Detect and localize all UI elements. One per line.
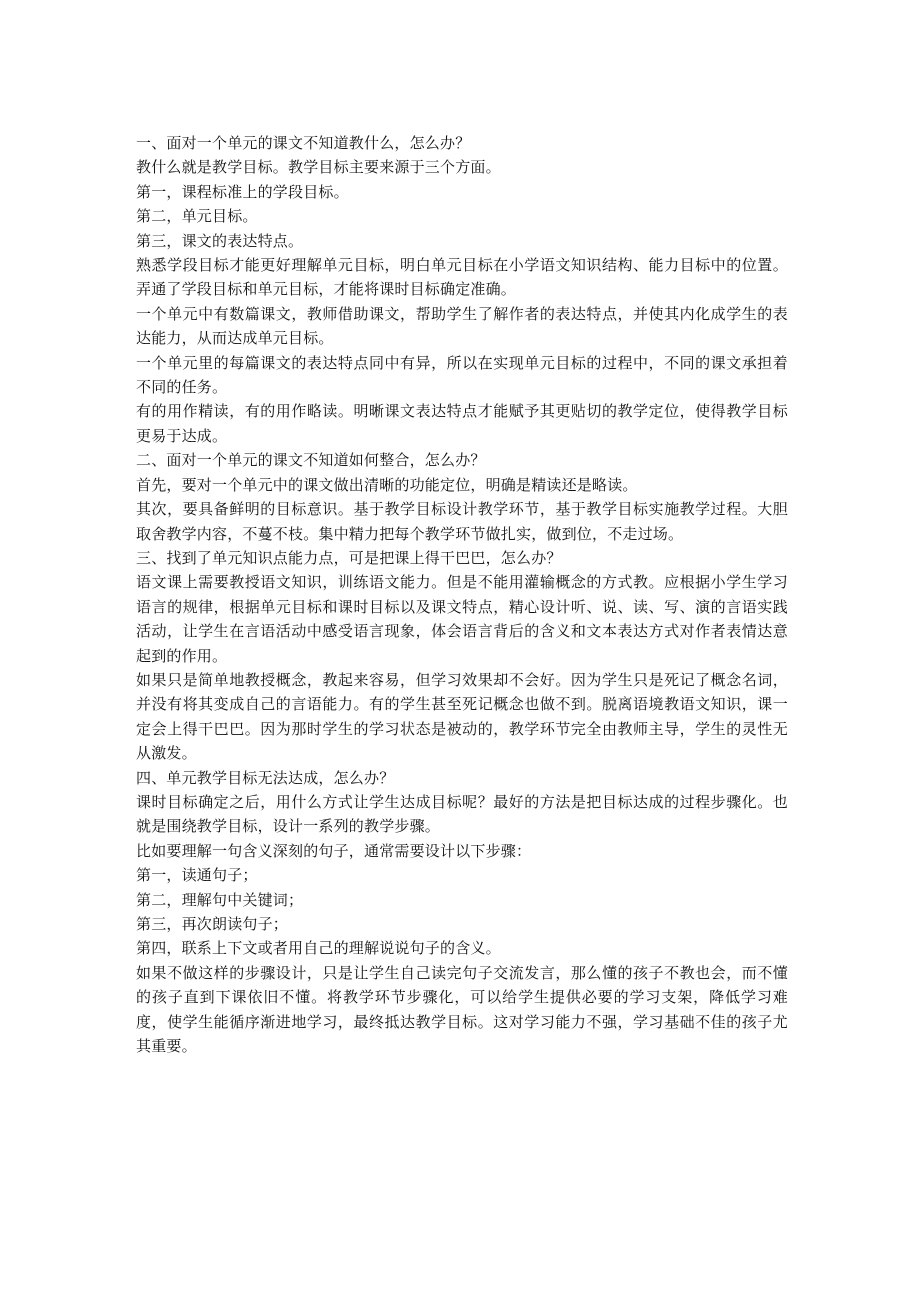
paragraph: 首先，要对一个单元中的课文做出清晰的功能定位，明确是精读还是略读。: [136, 475, 638, 494]
paragraph: 有的用作精读，有的用作略读。明晰课文表达特点才能赋予其更贴切的教学定位，使得教学目标更易于达成。: [136, 402, 788, 445]
heading-1: 一、面对一个单元的课文不知道教什么，怎么办？: [136, 134, 471, 152]
document-body: [136, 131, 788, 1058]
paragraph: 熟悉学段目标才能更好理解单元目标，明白单元目标在小学语文知识结构、能力目标中的位置。弄通了学段目标和单元目标，才能将课时目标确定准确。: [136, 256, 788, 299]
paragraph: 第一，课程标准上的学段目标。: [136, 182, 349, 201]
paragraph: 如果只是简单地教授概念，教起来容易，但学习效果却不会好。因为学生只是死记了概念名词，并没有将其变成自己的言语能力。有的学生甚至死记概念也做不到。脱离语境教语文知识，课一定会上得干巴巴。因为那时学生的学习状态是被动的，教学环节完全由教师主导，学生的灵性无从激发。: [136, 670, 788, 763]
paragraph: 一个单元里的每篇课文的表达特点同中有异，所以在实现单元目标的过程中，不同的课文承担着不同的任务。: [136, 353, 788, 397]
paragraph: 第二，单元目标。: [136, 207, 258, 226]
paragraph: 语文课上需要教授语文知识，训练语文能力。但是不能用灌输概念的方式教。应根据小学生学习语言的规律，根据单元目标和课时目标以及课文特点，精心设计听、说、读、写、演的言语实践活动，让学生在言语活动中感受语言现象，体会语言背后的含义和文本表达方式对作者表情达意起到的作用。: [136, 573, 788, 665]
paragraph: 第三，课文的表达特点。: [136, 231, 304, 250]
paragraph: 第三，再次朗读句子；: [136, 915, 289, 933]
paragraph: 比如要理解一句含义深刻的句子，通常需要设计以下步骤：: [136, 841, 532, 860]
paragraph: 其次，要具备鲜明的目标意识。基于教学目标设计教学环节，基于教学目标实施教学过程。大胆取舍教学内容，不蔓不枝。集中精力把每个教学环节做扎实，做到位，不走过场。: [136, 500, 788, 543]
paragraph: 教什么就是教学目标。教学目标主要来源于三个方面。: [136, 158, 501, 177]
heading-2: 二、面对一个单元的课文不知道如何整合，怎么办？: [136, 451, 486, 470]
paragraph: 如果不做这样的步骤设计，只是让学生自己读完句子交流发言，那么懂的孩子不教也会，而不懂的孩子直到下课依旧不懂。将教学环节步骤化，可以给学生提供必要的学习支架，降低学习难度，使学生能循序渐进地学习，最终抵达教学目标。这对学习能力不强，学习基础不佳的孩子尤其重要。: [136, 963, 788, 1056]
heading-4: 四、单元教学目标无法达成，怎么办？: [136, 768, 395, 787]
paragraph: 课时目标确定之后，用什么方式让学生达成目标呢？最好的方法是把目标达成的过程步骤化。也就是围绕教学目标，设计一系列的教学步骤。: [136, 792, 788, 836]
heading-3: 三、找到了单元知识点能力点，可是把课上得干巴巴，怎么办？: [136, 548, 562, 567]
paragraph: 第二，理解句中关键词；: [136, 890, 304, 909]
paragraph: 第四，联系上下文或者用自己的理解说说句子的含义。: [136, 939, 501, 958]
paragraph: 一个单元中有数篇课文，教师借助课文，帮助学生了解作者的表达特点，并使其内化成学生的表达能力，从而达成单元目标。: [136, 304, 788, 348]
paragraph: 第一，读通句子；: [136, 866, 258, 885]
